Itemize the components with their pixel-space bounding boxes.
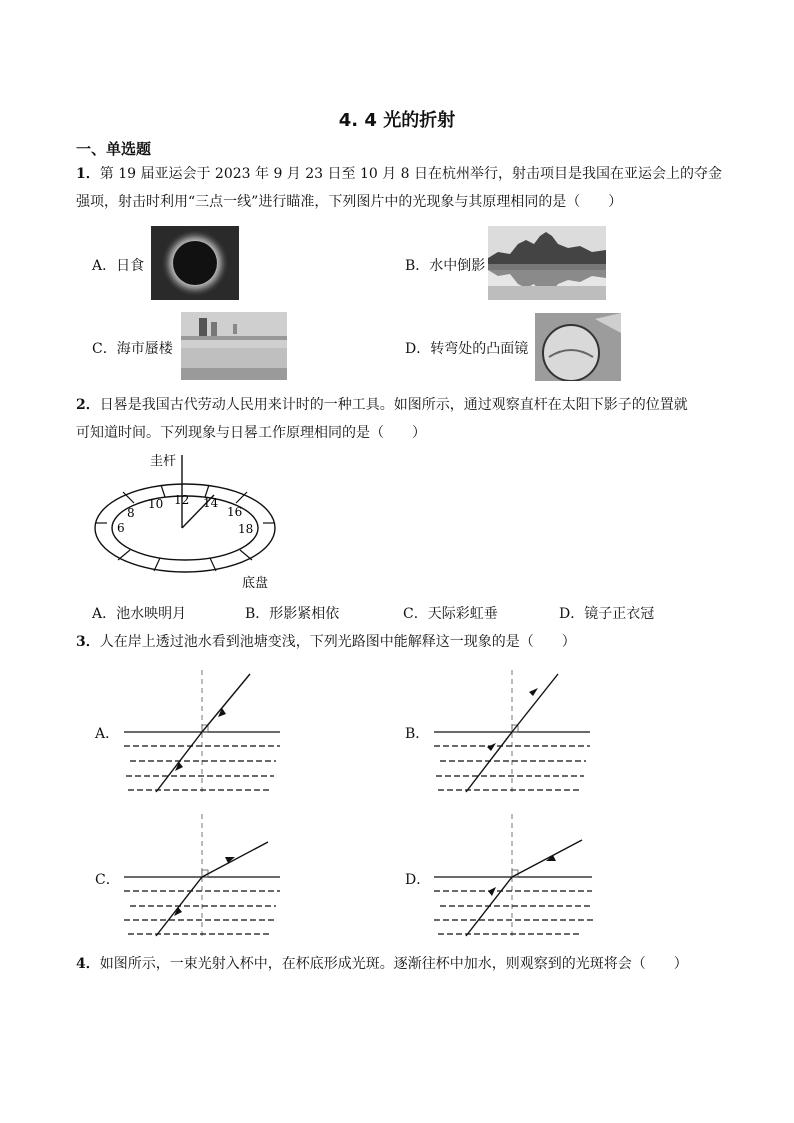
q3-option-d[interactable] <box>405 869 430 889</box>
light-path-diagram-b <box>432 668 592 796</box>
question-text-line1: 如图所示，一束光射入杯中，在杯底形成光斑。逐渐往杯中加水，则观察到的光斑将会（ ） <box>99 956 688 972</box>
hour-label-10: 10 <box>148 497 164 511</box>
q2-option-d[interactable] <box>559 603 654 623</box>
question-2 <box>76 391 726 447</box>
option-letter: D． <box>405 341 431 357</box>
convex-mirror-image <box>535 313 621 381</box>
light-path-diagram-d <box>432 812 602 940</box>
water-reflection-image <box>488 226 606 300</box>
question-4 <box>76 950 726 978</box>
hour-label-16: 16 <box>227 505 243 519</box>
q1-option-d[interactable] <box>405 338 528 358</box>
sundial-diagram <box>90 450 290 600</box>
page-title: 4. 4 光的折射 <box>338 110 456 131</box>
option-letter: C． <box>95 872 120 888</box>
base-label: 底盘 <box>242 576 269 591</box>
q3-option-a[interactable] <box>95 723 119 743</box>
option-text: 镜子正衣冠 <box>584 606 655 622</box>
q1-option-c[interactable] <box>92 338 173 358</box>
option-letter: B． <box>405 726 430 742</box>
mirage-image <box>181 312 287 380</box>
option-letter: D． <box>405 872 431 888</box>
option-text: 日食 <box>116 258 145 274</box>
hour-label-12: 12 <box>174 493 190 507</box>
option-text: 海市蜃楼 <box>116 341 173 357</box>
question-number: 3． <box>76 634 100 650</box>
option-text: 水中倒影 <box>429 258 486 274</box>
question-text-line1: 日晷是我国古代劳动人民用来计时的一种工具。如图所示，通过观察直杆在太阳下影子的位置就 <box>99 397 688 413</box>
option-letter: A． <box>92 258 117 274</box>
option-letter: A． <box>95 726 120 742</box>
option-letter: B． <box>245 606 270 622</box>
q1-option-b[interactable] <box>405 255 485 275</box>
q1-option-a[interactable] <box>92 255 144 275</box>
light-path-diagram-c <box>122 812 282 940</box>
option-letter: C． <box>403 606 428 622</box>
q3-option-b[interactable] <box>405 723 429 743</box>
question-1 <box>76 160 726 216</box>
option-text: 转弯处的凸面镜 <box>430 341 529 357</box>
q2-option-c[interactable] <box>403 603 498 623</box>
question-text-line2: 可知道时间。下列现象与日晷工作原理相同的是（ ） <box>76 425 426 441</box>
option-letter: C． <box>92 341 117 357</box>
option-letter: A． <box>92 606 117 622</box>
option-letter: D． <box>559 606 585 622</box>
question-3 <box>76 628 726 656</box>
question-number: 4． <box>76 956 100 972</box>
question-number: 1． <box>76 166 100 182</box>
q3-option-c[interactable] <box>95 869 120 889</box>
q2-option-b[interactable] <box>245 603 339 623</box>
rod-label: 圭杆 <box>150 454 177 469</box>
question-text-line2: 强项，射击时利用“三点一线”进行瞄准，下列图片中的光现象与其原理相同的是（ ） <box>76 194 623 210</box>
hour-label-18: 18 <box>238 522 254 536</box>
hour-label-6: 6 <box>117 521 125 535</box>
option-text: 形影紧相依 <box>269 606 340 622</box>
q2-option-a[interactable] <box>92 603 186 623</box>
solar-eclipse-image <box>151 226 239 300</box>
question-text-line1: 人在岸上透过池水看到池塘变浅，下列光路图中能解释这一现象的是（ ） <box>99 634 576 650</box>
hour-label-14: 14 <box>203 496 219 510</box>
section-heading: 一、单选题 <box>76 140 152 158</box>
question-text-line1: 第 19 届亚运会于 2023 年 9 月 23 日至 10 月 8 日在杭州举行，射击项目是我国在亚运会上的夺金 <box>99 166 723 182</box>
question-number: 2． <box>76 397 100 413</box>
hour-label-8: 8 <box>127 506 135 520</box>
option-letter: B． <box>405 258 430 274</box>
option-text: 天际彩虹垂 <box>427 606 498 622</box>
light-path-diagram-a <box>122 668 282 796</box>
option-text: 池水映明月 <box>116 606 187 622</box>
